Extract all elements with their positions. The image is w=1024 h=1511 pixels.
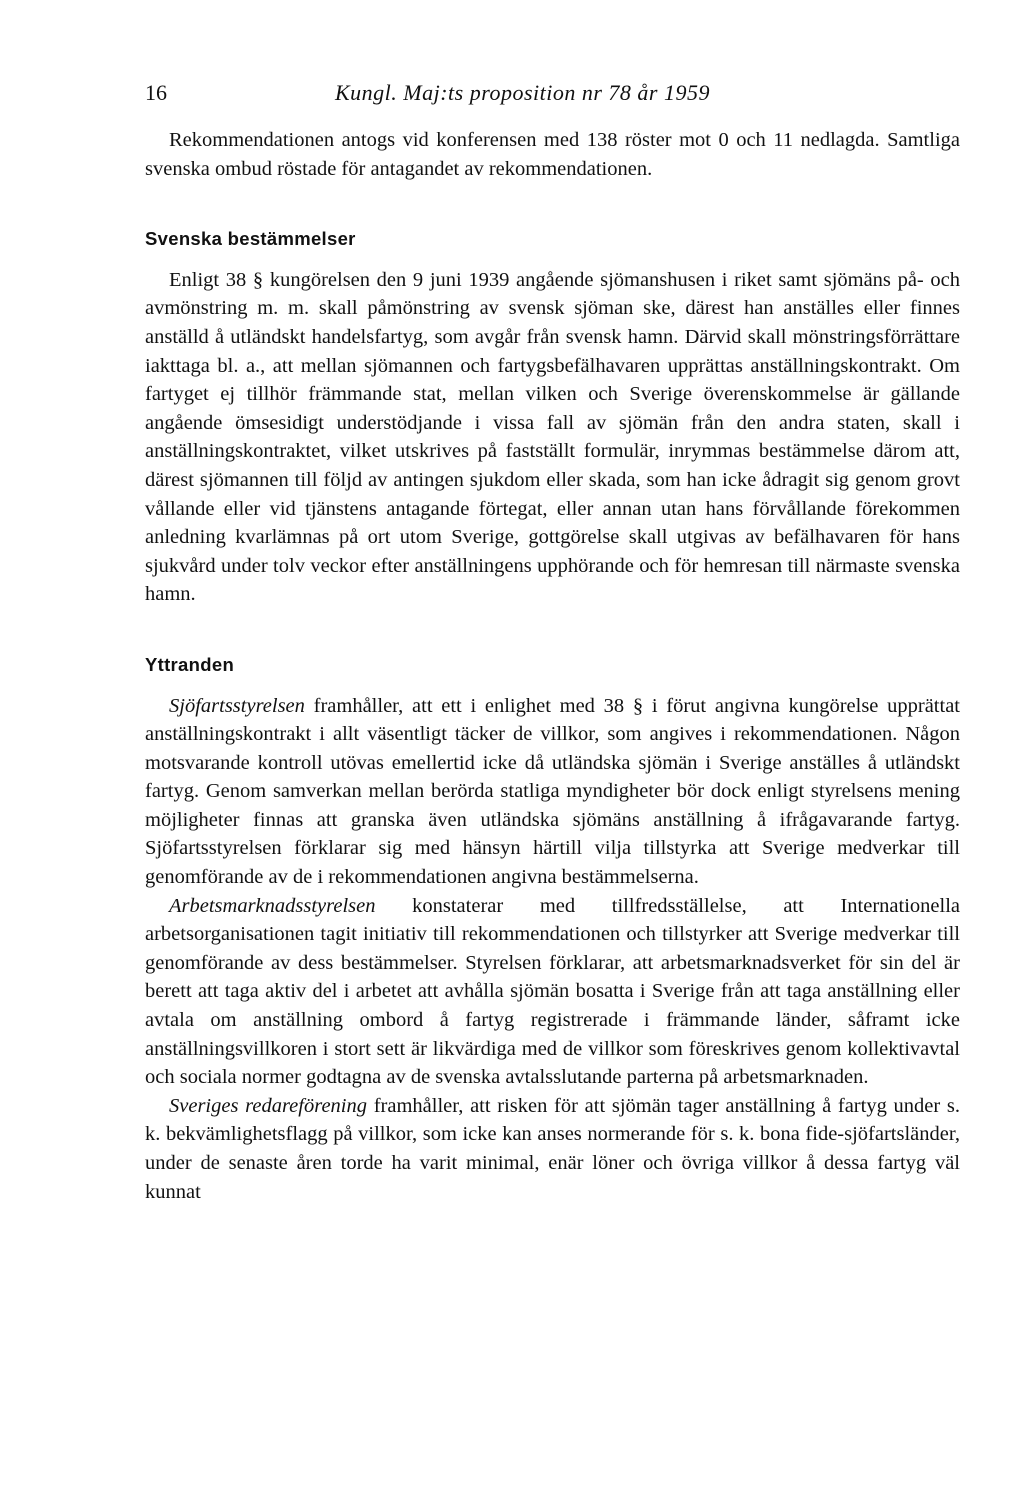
- organization-name: Arbetsmarknadsstyrelsen: [169, 894, 376, 917]
- page-number: 16: [145, 80, 167, 105]
- statement-text: konstaterar med tillfredsställelse, att Internationella arbetsorganisationen tagit initiativ till rekommendationen och tillstyrker att Sverige medverkar till genomförande av dess bestämmelser. Styrelsen förklarar, att arbetsmarknadsverket för sin del är berett att taga aktiv del i arbetet att avhålla sjömän bosatta i Sverige från att taga anställning eller avtala om anställning ombord å fartyg registrerade i främmande länder, såframt icke anställningsvillkoren i stort sett är likvärdiga med de villkor som föreskrives genom kollektivavtal och sociala normer godtagna av de svenska avtalsslutande parterna på arbetsmarknaden.: [145, 894, 960, 1089]
- statement-paragraph-sjofartsstyrelsen: [145, 692, 960, 892]
- statement-paragraph-redareforening: [145, 1092, 960, 1206]
- body-text: [145, 126, 960, 1206]
- section-paragraph: Enligt 38 § kungörelsen den 9 juni 1939 angående sjömanshusen i riket samt sjömäns på- och avmönstring m. m. skall påmönstring av svensk sjöman ske, därest han anställes eller finnes anställd å utländskt handelsfartyg, som avgår från svensk hamn. Därvid skall mönstringsförrättare iakttaga bl. a., att mellan sjömannen och fartygsbefälhavaren upprättas anställningskontrakt. Om fartyget ej tillhör främmande stat, mellan vilken och Sverige överenskommelse är gällande angående ömsesidigt understödjande i vissa fall av sjömän från den andra staten, skall i anställningskontraktet, vilket utskrives på fastställt formulär, inrymmas bestämmelse därom att, därest sjömannen till följd av antingen sjukdom eller skada, som han icke ådragit sig genom grovt vållande eller vid tjänstens antagande förtegat, eller annan utan hans förvållande förekommen anledning kvarlämnas på ort utom Sverige, gottgörelse skall utgivas av befälhavaren för hans sjukvård under tolv veckor efter anställningens upphörande och för hemresan till närmaste svenska hamn.: [145, 268, 960, 606]
- statement-text: framhåller, att ett i enlighet med 38 § i förut angivna kungörelse upprättat anställningskontrakt i allt väsentligt täcker de villkor, som angives i rekommendationen. Någon motsvarande kontroll utövas emellertid icke då utländska sjömän i Sverige anställes å utländskt fartyg. Genom samverkan mellan berörda statliga myndigheter bör dock enligt styrelsens mening möjligheter finnas att granska även utländska sjömäns anställning å ifrågavarande fartyg. Sjöfartsstyrelsen förklarar sig med hänsyn härtill vilja tillstyrka att Sverige medverkar till genomförande av de i rekommendationen angivna bestämmelserna.: [145, 694, 960, 889]
- section-heading-svenska-bestammelser: Svenska bestämmelser: [145, 228, 356, 250]
- organization-name: Sveriges redareförening: [169, 1094, 367, 1117]
- running-title: Kungl. Maj:ts proposition nr 78 år 1959: [335, 80, 710, 105]
- page-header: [145, 78, 965, 108]
- section-heading-yttranden: Yttranden: [145, 653, 235, 675]
- organization-name: Sjöfartsstyrelsen: [169, 694, 305, 717]
- intro-paragraph: Rekommendationen antogs vid konferensen med 138 röster mot 0 och 11 nedlagda. Samtliga svenska ombud röstade för antagandet av rekommendationen.: [145, 129, 960, 180]
- statement-text: framhåller, att risken för att sjömän tager anställning å fartyg under s. k. bekvämlighetsflagg på villkor, som icke kan anses normerande för s. k. bona fide-sjöfartsländer, under de senaste åren torde ha varit minimal, enär löner och övriga villkor å dessa fartyg väl kunnat: [145, 1094, 960, 1203]
- statement-paragraph-arbetsmarknadsstyrelsen: [145, 892, 960, 1092]
